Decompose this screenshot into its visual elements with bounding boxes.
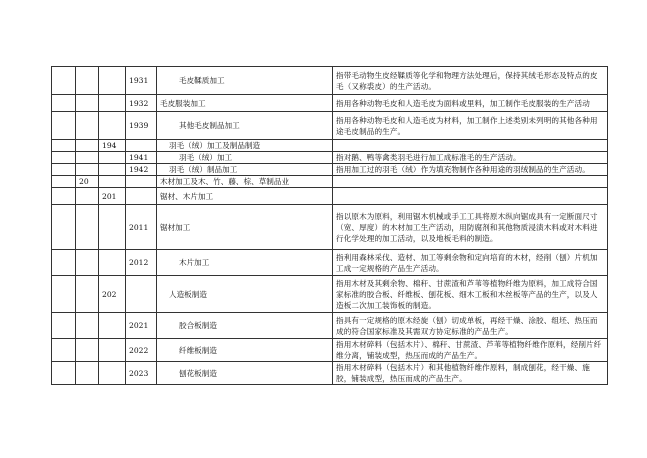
group-code-cell: [99, 152, 126, 164]
group-code-cell: [99, 362, 126, 385]
description-cell: 指带毛动物生皮经鞣质等化学和物理方法处理后，保持其绒毛形态及特点的皮毛（又称裘皮）的生产活动。: [333, 67, 608, 95]
description-cell: 指用各种动物毛皮和人造毛皮为材料，加工制作上述类别未列明的其他各种用途毛皮制品的生产。: [333, 112, 608, 140]
section-code-cell: [52, 362, 76, 385]
section-code-cell: [52, 205, 76, 250]
class-code-cell: 2023: [126, 362, 157, 385]
group-code-cell: [99, 250, 126, 276]
description-cell: 指以原木为原料，利用锯木机械或手工工具将原木纵向锯成具有一定断面尺寸（宽、厚度）的木材加工生产活动，用防腐剂和其他物质浸渍木料或对木料进行化学处理的加工活动，以及地板毛料的制造。: [333, 205, 608, 250]
class-code-cell: [126, 188, 157, 205]
group-code-cell: [99, 164, 126, 176]
category-name-cell: 羽毛（绒）制品加工: [157, 164, 333, 176]
division-code-cell: [76, 164, 99, 176]
class-code-cell: [126, 176, 157, 188]
division-code-cell: [76, 188, 99, 205]
section-code-cell: [52, 164, 76, 176]
table-row: [52, 112, 608, 140]
class-code-cell: 1941: [126, 152, 157, 164]
group-code-cell: [99, 313, 126, 339]
table-row: [52, 67, 608, 95]
description-cell: [333, 188, 608, 205]
table-row: [52, 164, 608, 176]
section-code-cell: [52, 276, 76, 313]
class-code-cell: [126, 276, 157, 313]
category-name-cell: 毛皮服装加工: [157, 95, 333, 112]
division-code-cell: [76, 339, 99, 362]
section-code-cell: [52, 67, 76, 95]
section-code-cell: [52, 176, 76, 188]
category-name-cell: 纤维板制造: [157, 339, 333, 362]
division-code-cell: 20: [76, 176, 99, 188]
category-name-cell: 羽毛（绒）加工: [157, 152, 333, 164]
division-code-cell: [76, 276, 99, 313]
section-code-cell: [52, 152, 76, 164]
table-row: [52, 339, 608, 362]
class-code-cell: 2011: [126, 205, 157, 250]
table-row: [52, 313, 608, 339]
table-row: [52, 188, 608, 205]
description-cell: 指用木材碎料（包括木片）和其他植物纤维作原料，制成刨花，经干燥、施胶，铺装成型，热压而成的产品生产。: [333, 362, 608, 385]
section-code-cell: [52, 313, 76, 339]
division-code-cell: [76, 152, 99, 164]
class-code-cell: [126, 140, 157, 152]
description-cell: 指用木材及其剩余物、棉秆、甘蔗渣和芦苇等植物纤维为原料，加工成符合国家标准的胶合板、纤维板、刨花板、细木工板和木丝板等产品的生产，以及人造板二次加工装饰板的制造。: [333, 276, 608, 313]
division-code-cell: [76, 250, 99, 276]
category-name-cell: 锯材加工: [157, 205, 333, 250]
class-code-cell: 1942: [126, 164, 157, 176]
table-row: [52, 95, 608, 112]
section-code-cell: [52, 95, 76, 112]
section-code-cell: [52, 112, 76, 140]
division-code-cell: [76, 205, 99, 250]
description-cell: 指用加工过的羽毛（绒）作为填充物制作各种用途的羽绒制品的生产活动。: [333, 164, 608, 176]
category-name-cell: 其他毛皮制品加工: [157, 112, 333, 140]
description-cell: 指具有一定规格的原木经旋（刨）切成单板，再经干燥、涂胶、组坯、热压而成的符合国家标准及其需双方协定标准的产品生产。: [333, 313, 608, 339]
class-code-cell: 2022: [126, 339, 157, 362]
section-code-cell: [52, 140, 76, 152]
table-row: [52, 250, 608, 276]
description-cell: 指利用森林采伐、造材、加工等剩余物和定向培育的木材，经削（刨）片机加工成一定规格的产品生产活动。: [333, 250, 608, 276]
table-row: [52, 176, 608, 188]
category-name-cell: 木材加工及木、竹、藤、棕、草制品业: [157, 176, 333, 188]
category-name-cell: 毛皮鞣质加工: [157, 67, 333, 95]
division-code-cell: [76, 313, 99, 339]
section-code-cell: [52, 188, 76, 205]
category-name-cell: 羽毛（绒）加工及制品制造: [157, 140, 333, 152]
division-code-cell: [76, 140, 99, 152]
category-name-cell: 锯材、木片加工: [157, 188, 333, 205]
table-row: [52, 205, 608, 250]
classification-table-body: [52, 67, 608, 385]
group-code-cell: [99, 95, 126, 112]
description-cell: 指对鹅、鸭等禽类羽毛进行加工成标准毛的生产活动。: [333, 152, 608, 164]
section-code-cell: [52, 339, 76, 362]
table-row: [52, 140, 608, 152]
category-name-cell: 刨花板制造: [157, 362, 333, 385]
section-code-cell: [52, 250, 76, 276]
description-cell: 指用各种动物毛皮和人造毛皮为面料或里料，加工制作毛皮服装的生产活动: [333, 95, 608, 112]
class-code-cell: 2012: [126, 250, 157, 276]
classification-table: [51, 66, 608, 385]
group-code-cell: [99, 339, 126, 362]
table-row: [52, 276, 608, 313]
group-code-cell: [99, 176, 126, 188]
category-name-cell: 木片加工: [157, 250, 333, 276]
class-code-cell: 1932: [126, 95, 157, 112]
group-code-cell: [99, 67, 126, 95]
description-cell: [333, 176, 608, 188]
table-row: [52, 152, 608, 164]
division-code-cell: [76, 112, 99, 140]
group-code-cell: 201: [99, 188, 126, 205]
description-cell: [333, 140, 608, 152]
group-code-cell: 194: [99, 140, 126, 152]
class-code-cell: 2021: [126, 313, 157, 339]
description-cell: 指用木材碎料（包括木片）、棉秆、甘蔗渣、芦苇等植物纤维作原料，经削片纤维分离，铺装成型，热压而成的产品生产。: [333, 339, 608, 362]
division-code-cell: [76, 67, 99, 95]
group-code-cell: [99, 205, 126, 250]
group-code-cell: 202: [99, 276, 126, 313]
division-code-cell: [76, 95, 99, 112]
category-name-cell: 胶合板制造: [157, 313, 333, 339]
division-code-cell: [76, 362, 99, 385]
class-code-cell: 1931: [126, 67, 157, 95]
category-name-cell: 人造板制造: [157, 276, 333, 313]
class-code-cell: 1939: [126, 112, 157, 140]
group-code-cell: [99, 112, 126, 140]
table-row: [52, 362, 608, 385]
